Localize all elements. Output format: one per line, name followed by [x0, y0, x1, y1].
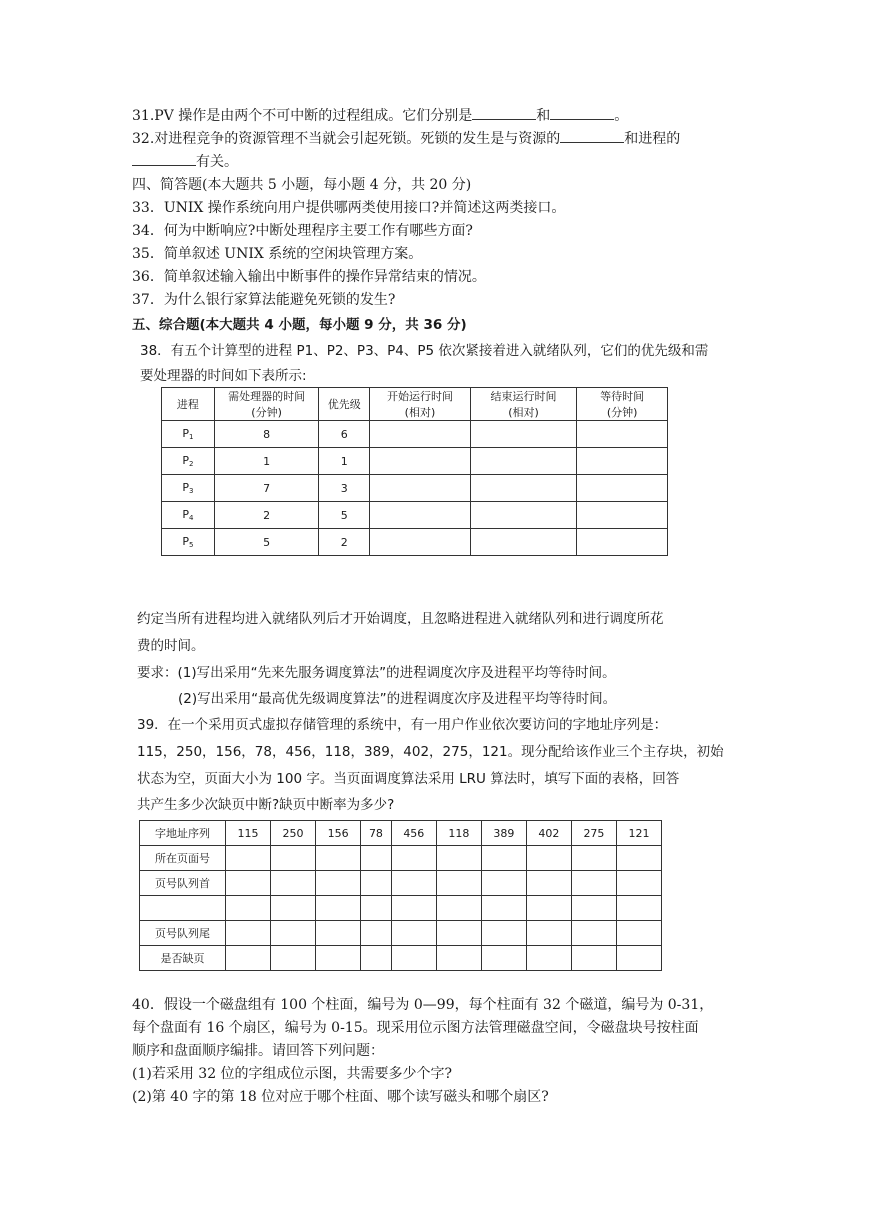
table-header-row: [162, 388, 668, 421]
q32-text: 32.对进程竞争的资源管理不当就会引起死锁。死锁的发生是与资源的: [132, 131, 561, 147]
q39-line-2: 115，250，156，78，456，118，389，402，275，121。现分配给该作业三个主存块，初始: [137, 744, 724, 760]
q40-line-4: (1)若采用 32 位的字组成位示图，共需要多少个字?: [132, 1066, 453, 1082]
section-4-heading: 四、简答题(本大题共 5 小题，每小题 4 分，共 20 分): [132, 177, 472, 193]
row-label: 页号队列尾: [140, 921, 226, 946]
process-cell: $P_3$: [162, 475, 215, 502]
q38-line-6: (2)写出采用“最高优先级调度算法”的进程调度次序及进程平均等待时间。: [178, 691, 617, 707]
process-table: [161, 387, 668, 556]
row-label: 页号队列首: [140, 871, 226, 896]
q38-line-2: 要处理器的时间如下表所示:: [140, 368, 307, 384]
process-cell: $P_1$: [162, 421, 215, 448]
table-row: [140, 846, 662, 871]
q40-line-2: 每个盘面有 16 个扇区，编号为 0-15。现采用位示图方法管理磁盘空间，令磁盘块号按柱面: [132, 1020, 699, 1036]
empty-cell: [470, 448, 577, 475]
address-cell: 156: [316, 821, 361, 846]
table-row: [140, 896, 662, 921]
table-row: [162, 502, 668, 529]
priority-cell: 3: [319, 475, 370, 502]
process-cell: $P_2$: [162, 448, 215, 475]
row-label: 字地址序列: [140, 821, 226, 846]
header-time: 需处理器的时间 (分钟): [214, 388, 319, 421]
empty-cell: [370, 475, 471, 502]
priority-cell: 1: [319, 448, 370, 475]
table-row: [140, 921, 662, 946]
q31-blank-1: [472, 107, 536, 120]
row-label: 是否缺页: [140, 946, 226, 971]
table-row: [140, 821, 662, 846]
q32-end: 有关。: [196, 154, 238, 170]
address-cell: 250: [271, 821, 316, 846]
priority-cell: 6: [319, 421, 370, 448]
empty-cell: [577, 502, 668, 529]
header-end-time: 结束运行时间 (相对): [470, 388, 577, 421]
header-process: 进程: [162, 388, 215, 421]
header-start-time: 开始运行时间 (相对): [370, 388, 471, 421]
q32-mid: 和进程的: [624, 131, 681, 147]
q32-blank-1: [560, 130, 624, 143]
empty-cell: [370, 529, 471, 556]
table-row: [162, 475, 668, 502]
empty-cell: [470, 421, 577, 448]
q37-line: 37．为什么银行家算法能避免死锁的发生?: [132, 292, 396, 308]
process-cell: $P_4$: [162, 502, 215, 529]
page-table: [139, 820, 662, 971]
q39-line-4: 共产生多少次缺页中断?缺页中断率为多少?: [137, 797, 395, 813]
q39-line-3: 状态为空，页面大小为 100 字。当页面调度算法采用 LRU 算法时，填写下面的表格，回答: [137, 771, 680, 787]
time-cell: 8: [214, 421, 319, 448]
time-cell: 1: [214, 448, 319, 475]
table-row: [140, 946, 662, 971]
q33-line: 33．UNIX 操作系统向用户提供哪两类使用接口?并简述这两类接口。: [132, 200, 566, 216]
q32-line-1: [132, 130, 680, 148]
q40-line-5: (2)第 40 字的第 18 位对应于哪个柱面、哪个读写磁头和哪个扇区?: [132, 1089, 549, 1105]
empty-cell: [370, 421, 471, 448]
q32-line-2: [132, 153, 238, 171]
address-cell: 118: [436, 821, 481, 846]
empty-cell: [577, 448, 668, 475]
row-label: [140, 896, 226, 921]
priority-cell: 5: [319, 502, 370, 529]
q38-line-4: 费的时间。: [137, 638, 205, 654]
empty-cell: [577, 475, 668, 502]
empty-cell: [470, 529, 577, 556]
address-cell: 121: [616, 821, 661, 846]
header-priority: 优先级: [319, 388, 370, 421]
table-row: [140, 871, 662, 896]
empty-cell: [577, 421, 668, 448]
address-cell: 389: [481, 821, 526, 846]
q31-and: 和: [536, 108, 551, 124]
q38-line-1: 38．有五个计算型的进程 P1、P2、P3、P4、P5 依次紧接着进入就绪队列，它们的优先级和需: [140, 343, 709, 359]
empty-cell: [470, 475, 577, 502]
address-cell: 115: [226, 821, 271, 846]
row-label: 所在页面号: [140, 846, 226, 871]
q31-blank-2: [550, 107, 614, 120]
q31-end: 。: [614, 108, 629, 124]
process-cell: $P_5$: [162, 529, 215, 556]
empty-cell: [577, 529, 668, 556]
q31-text: 31.PV 操作是由两个不可中断的过程组成。它们分别是: [132, 108, 473, 124]
address-cell: 456: [391, 821, 436, 846]
address-cell: 275: [571, 821, 616, 846]
empty-cell: [370, 448, 471, 475]
q36-line: 36．简单叙述输入输出中断事件的操作异常结束的情况。: [132, 269, 486, 285]
address-cell: 78: [361, 821, 392, 846]
q32-blank-2: [132, 153, 196, 166]
header-wait-time: 等待时间 (分钟): [577, 388, 668, 421]
q31-line: [132, 107, 628, 125]
q38-line-5: 要求：(1)写出采用“先来先服务调度算法”的进程调度次序及进程平均等待时间。: [137, 665, 616, 681]
q40-line-1: 40．假设一个磁盘组有 100 个柱面，编号为 0—99，每个柱面有 32 个磁道，编号为 0-31，: [132, 997, 714, 1013]
priority-cell: 2: [319, 529, 370, 556]
q35-line: 35．简单叙述 UNIX 系统的空闲块管理方案。: [132, 246, 423, 262]
empty-cell: [470, 502, 577, 529]
address-cell: 402: [526, 821, 571, 846]
q39-line-1: 39．在一个采用页式虚拟存储管理的系统中，有一用户作业依次要访问的字地址序列是：: [137, 717, 668, 733]
section-5-heading: 五、综合题(本大题共 4 小题，每小题 9 分，共 36 分): [132, 317, 467, 333]
q40-line-3: 顺序和盘面顺序编排。请回答下列问题：: [132, 1043, 384, 1059]
time-cell: 7: [214, 475, 319, 502]
time-cell: 5: [214, 529, 319, 556]
q38-line-3: 约定当所有进程均进入就绪队列后才开始调度，且忽略进程进入就绪队列和进行调度所花: [137, 611, 664, 627]
empty-cell: [370, 502, 471, 529]
table-row: [162, 529, 668, 556]
table-row: [162, 421, 668, 448]
q34-line: 34．何为中断响应?中断处理程序主要工作有哪些方面?: [132, 223, 473, 239]
time-cell: 2: [214, 502, 319, 529]
table-row: [162, 448, 668, 475]
